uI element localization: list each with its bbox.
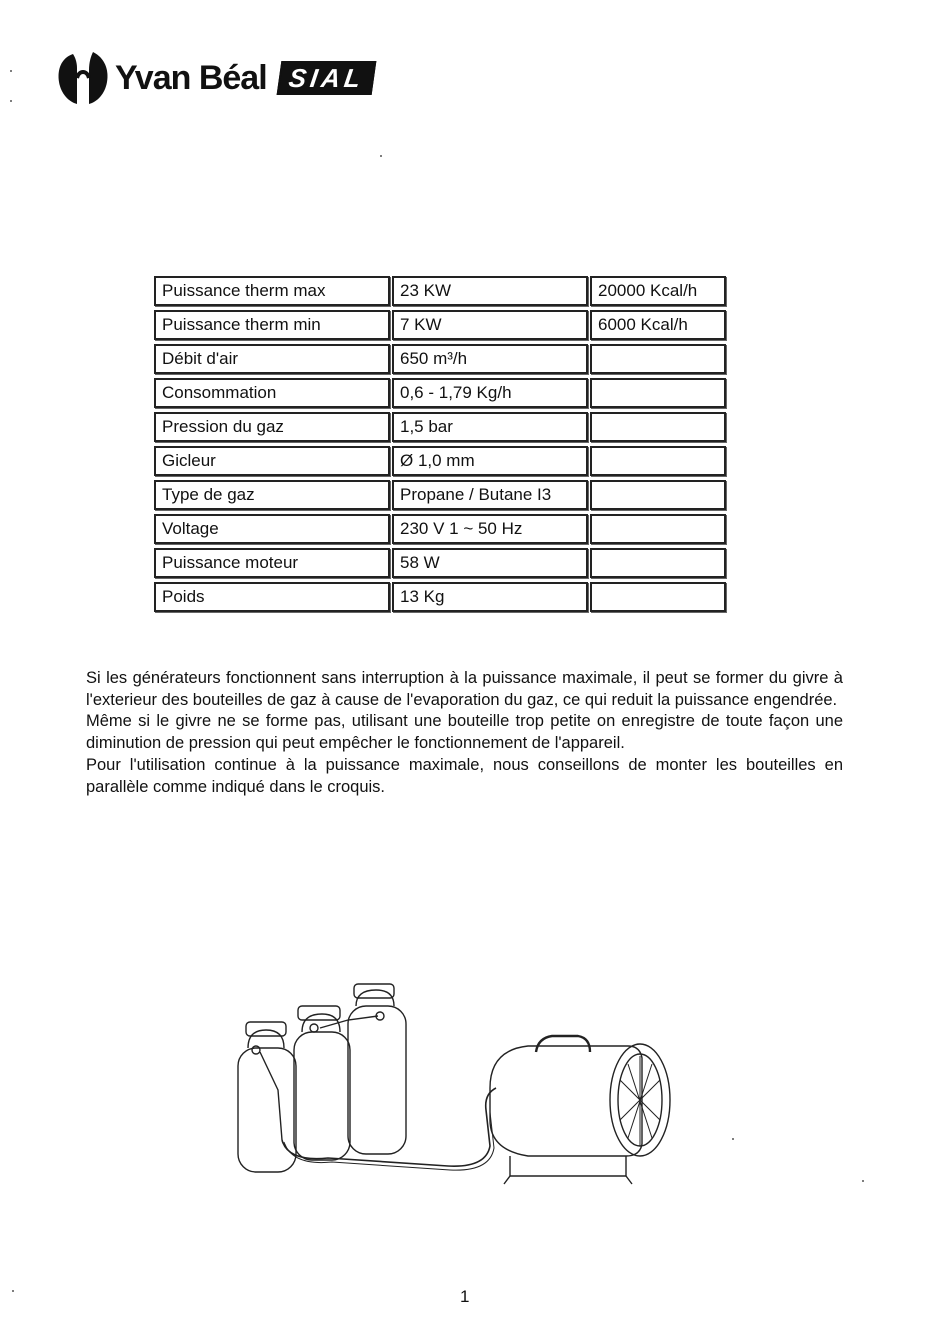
spec-value: Propane / Butane I3 [392, 480, 588, 510]
paragraph-frost: Si les générateurs fonctionnent sans interruption à la puissance maximale, il peut se former du givre à l'exterieur des bouteilles de gaz à cause de l'evaporation du gaz, ce qui reduit la puissance engendrée. [86, 669, 843, 709]
table-row [154, 480, 726, 510]
spec-label: Puissance moteur [154, 548, 390, 578]
spec-value-alt [590, 514, 726, 544]
heater [490, 1036, 670, 1184]
table-row [154, 310, 726, 340]
spec-value: 650 m³/h [392, 344, 588, 374]
scan-speck [12, 1290, 14, 1292]
scan-speck [732, 1138, 734, 1140]
paragraph-pressure: Même si le givre ne se forme pas, utilisant une bouteille trop petite on enregistre de toute façon une diminution de pression qui peut empêcher le fonctionnement de l'appareil. [86, 712, 843, 753]
table-row [154, 582, 726, 612]
spec-table-body [154, 276, 726, 612]
spec-value-alt [590, 582, 726, 612]
table-row [154, 514, 726, 544]
gas-bottles-heater-sketch [228, 980, 688, 1190]
spec-value-alt: 6000 Kcal/h [590, 310, 726, 340]
scan-speck [10, 100, 12, 102]
scan-speck [862, 1180, 864, 1182]
spec-value: 0,6 - 1,79 Kg/h [392, 378, 588, 408]
spec-label: Débit d'air [154, 344, 390, 374]
spec-label: Puissance therm min [154, 310, 390, 340]
spec-value: Ø 1,0 mm [392, 446, 588, 476]
spec-label: Type de gaz [154, 480, 390, 510]
spec-label: Puissance therm max [154, 276, 390, 306]
scan-speck [10, 70, 12, 72]
spec-value: 1,5 bar [392, 412, 588, 442]
gas-bottle-2 [294, 1006, 350, 1160]
spec-value-alt [590, 378, 726, 408]
spec-value: 7 KW [392, 310, 588, 340]
table-row [154, 446, 726, 476]
spec-label: Consommation [154, 378, 390, 408]
table-row [154, 344, 726, 374]
table-row [154, 276, 726, 306]
spec-value-alt [590, 446, 726, 476]
spec-value: 58 W [392, 548, 588, 578]
spec-label: Voltage [154, 514, 390, 544]
spec-label: Poids [154, 582, 390, 612]
brand-name: Yvan Béal [115, 58, 267, 97]
spec-value-alt [590, 412, 726, 442]
spec-value: 23 KW [392, 276, 588, 306]
table-row [154, 548, 726, 578]
scan-speck [380, 155, 382, 157]
spec-value-alt: 20000 Kcal/h [590, 276, 726, 306]
spec-table [152, 272, 728, 616]
sub-brand-logo: SIAL [276, 61, 376, 95]
yvan-beal-logo-icon [55, 48, 111, 108]
body-text [86, 668, 843, 798]
spec-value-alt [590, 344, 726, 374]
spec-value: 13 Kg [392, 582, 588, 612]
paragraph-parallel: Pour l'utilisation continue à la puissance maximale, nous conseillons de monter les bouteilles en parallèle comme indiqué dans le croquis. [86, 755, 843, 796]
table-row [154, 412, 726, 442]
spec-label: Gicleur [154, 446, 390, 476]
spec-value-alt [590, 548, 726, 578]
gas-bottle-3 [320, 984, 406, 1154]
spec-value: 230 V 1 ~ 50 Hz [392, 514, 588, 544]
spec-label: Pression du gaz [154, 412, 390, 442]
header [55, 48, 374, 108]
spec-value-alt [590, 480, 726, 510]
page-number: 1 [460, 1287, 470, 1306]
table-row [154, 378, 726, 408]
